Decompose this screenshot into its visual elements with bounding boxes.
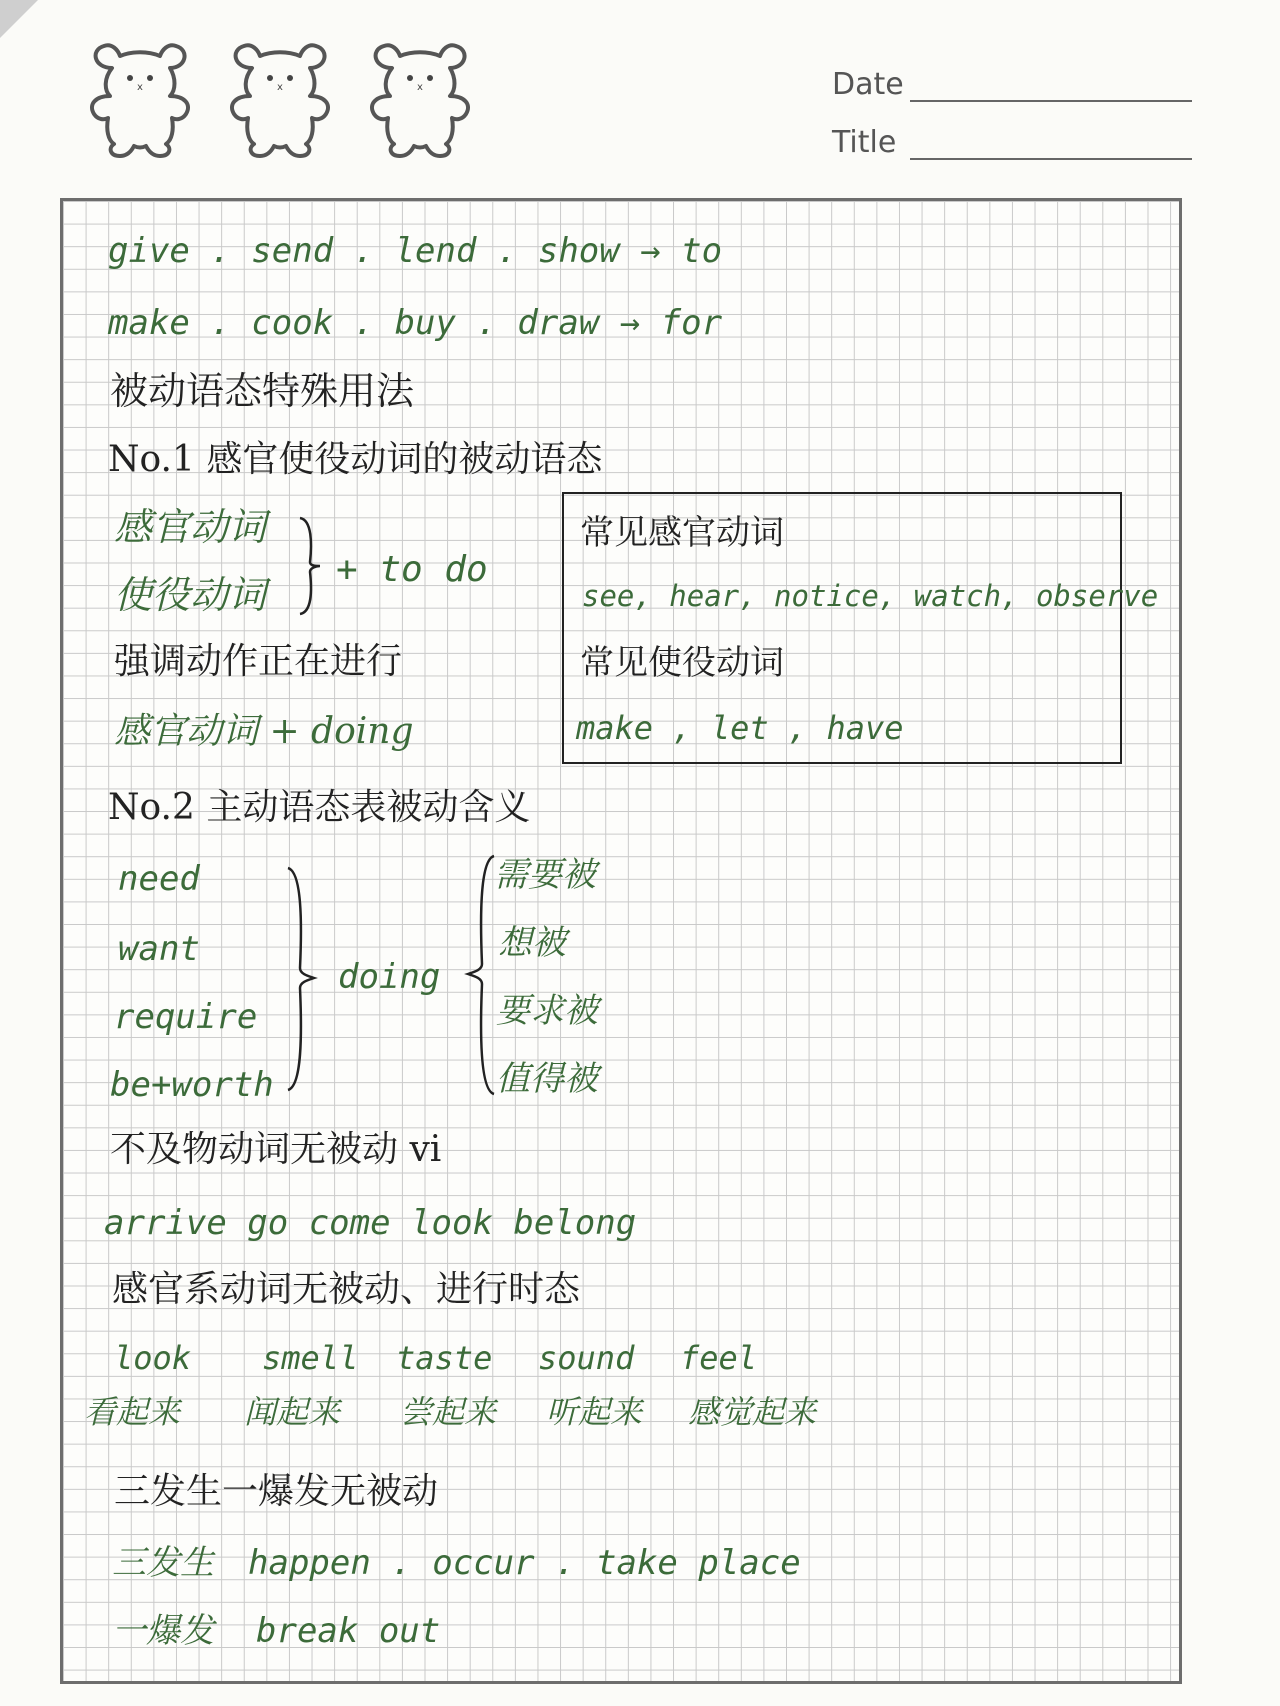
box-title-sense: 常见感官动词: [580, 513, 784, 553]
date-label: Date: [832, 67, 904, 102]
brace-1: [296, 514, 324, 618]
link-meaning-5: 感觉起来: [688, 1393, 817, 1431]
verb-worth: be+worth: [110, 1065, 274, 1105]
link-heading: 感官系动词无被动、进行时态: [112, 1269, 581, 1310]
meaning-2: 想被: [498, 923, 566, 963]
plus-to-do: + to do: [336, 549, 488, 590]
note-line-for: make . cook . buy . draw → for: [108, 303, 723, 343]
bear-icon: [80, 38, 200, 160]
occur-heading: 三发生一爆发无被动: [114, 1471, 439, 1512]
occur-label: 三发生: [112, 1543, 214, 1583]
note-line-to: give . send . lend . show → to: [108, 231, 723, 271]
date-line: [910, 100, 1192, 102]
common-verbs-box: [562, 492, 1159, 764]
section-heading: 被动语态特殊用法: [110, 369, 415, 413]
meaning-4: 值得被: [496, 1059, 598, 1099]
break-list: break out: [256, 1611, 441, 1651]
title-line: [910, 158, 1192, 160]
vi-list: arrive go come look belong: [104, 1203, 637, 1243]
occur-list: happen . occur . take place: [248, 1543, 801, 1583]
link-verb-sound: sound: [538, 1339, 635, 1377]
meaning-1: 需要被: [494, 855, 596, 895]
page-corner: [0, 0, 38, 38]
box-list-causative: make , let , have: [576, 709, 904, 747]
sense-doing: 感官动词 + doing: [114, 711, 414, 752]
bear-icon: [360, 38, 480, 160]
brace-2: [284, 864, 318, 1094]
break-label: 一爆发: [112, 1611, 214, 1651]
verb-require: require: [114, 997, 258, 1037]
verb-need: need: [118, 859, 200, 899]
link-meaning-1: 看起来: [84, 1393, 181, 1431]
svg-text:x: x: [417, 82, 423, 93]
bear-decoration: [80, 38, 490, 168]
svg-text:x: x: [277, 82, 283, 93]
box-list-sense: see, hear, notice, watch, observe: [582, 579, 1159, 613]
link-meaning-3: 尝起来: [400, 1393, 497, 1431]
no2-heading: No.2 主动语态表被动含义: [108, 787, 531, 828]
link-verb-look: look: [114, 1339, 192, 1377]
meaning-3: 要求被: [496, 991, 598, 1031]
svg-text:x: x: [137, 82, 143, 93]
link-verb-taste: taste: [396, 1339, 493, 1377]
vi-heading: 不及物动词无被动 vi: [110, 1129, 442, 1170]
grid-area: [60, 198, 1182, 1684]
link-verb-feel: feel: [680, 1339, 758, 1377]
box-title-causative: 常见使役动词: [580, 643, 784, 683]
link-meaning-4: 听起来: [546, 1393, 643, 1431]
doing-label: doing: [338, 957, 441, 997]
title-label: Title: [832, 125, 897, 160]
date-field: [832, 66, 1192, 106]
bear-icon: [220, 38, 340, 160]
sense-verb-label: 感官动词: [114, 505, 267, 549]
link-verb-smell: smell: [262, 1339, 359, 1377]
emphasis-label: 强调动作正在进行: [114, 641, 403, 682]
brace-3: [464, 852, 498, 1098]
causative-verb-label: 使役动词: [114, 573, 267, 617]
verb-want: want: [118, 929, 200, 969]
link-meaning-2: 闻起来: [244, 1393, 341, 1431]
no1-heading: No.1 感官使役动词的被动语态: [108, 439, 603, 480]
title-field: [832, 124, 1192, 164]
